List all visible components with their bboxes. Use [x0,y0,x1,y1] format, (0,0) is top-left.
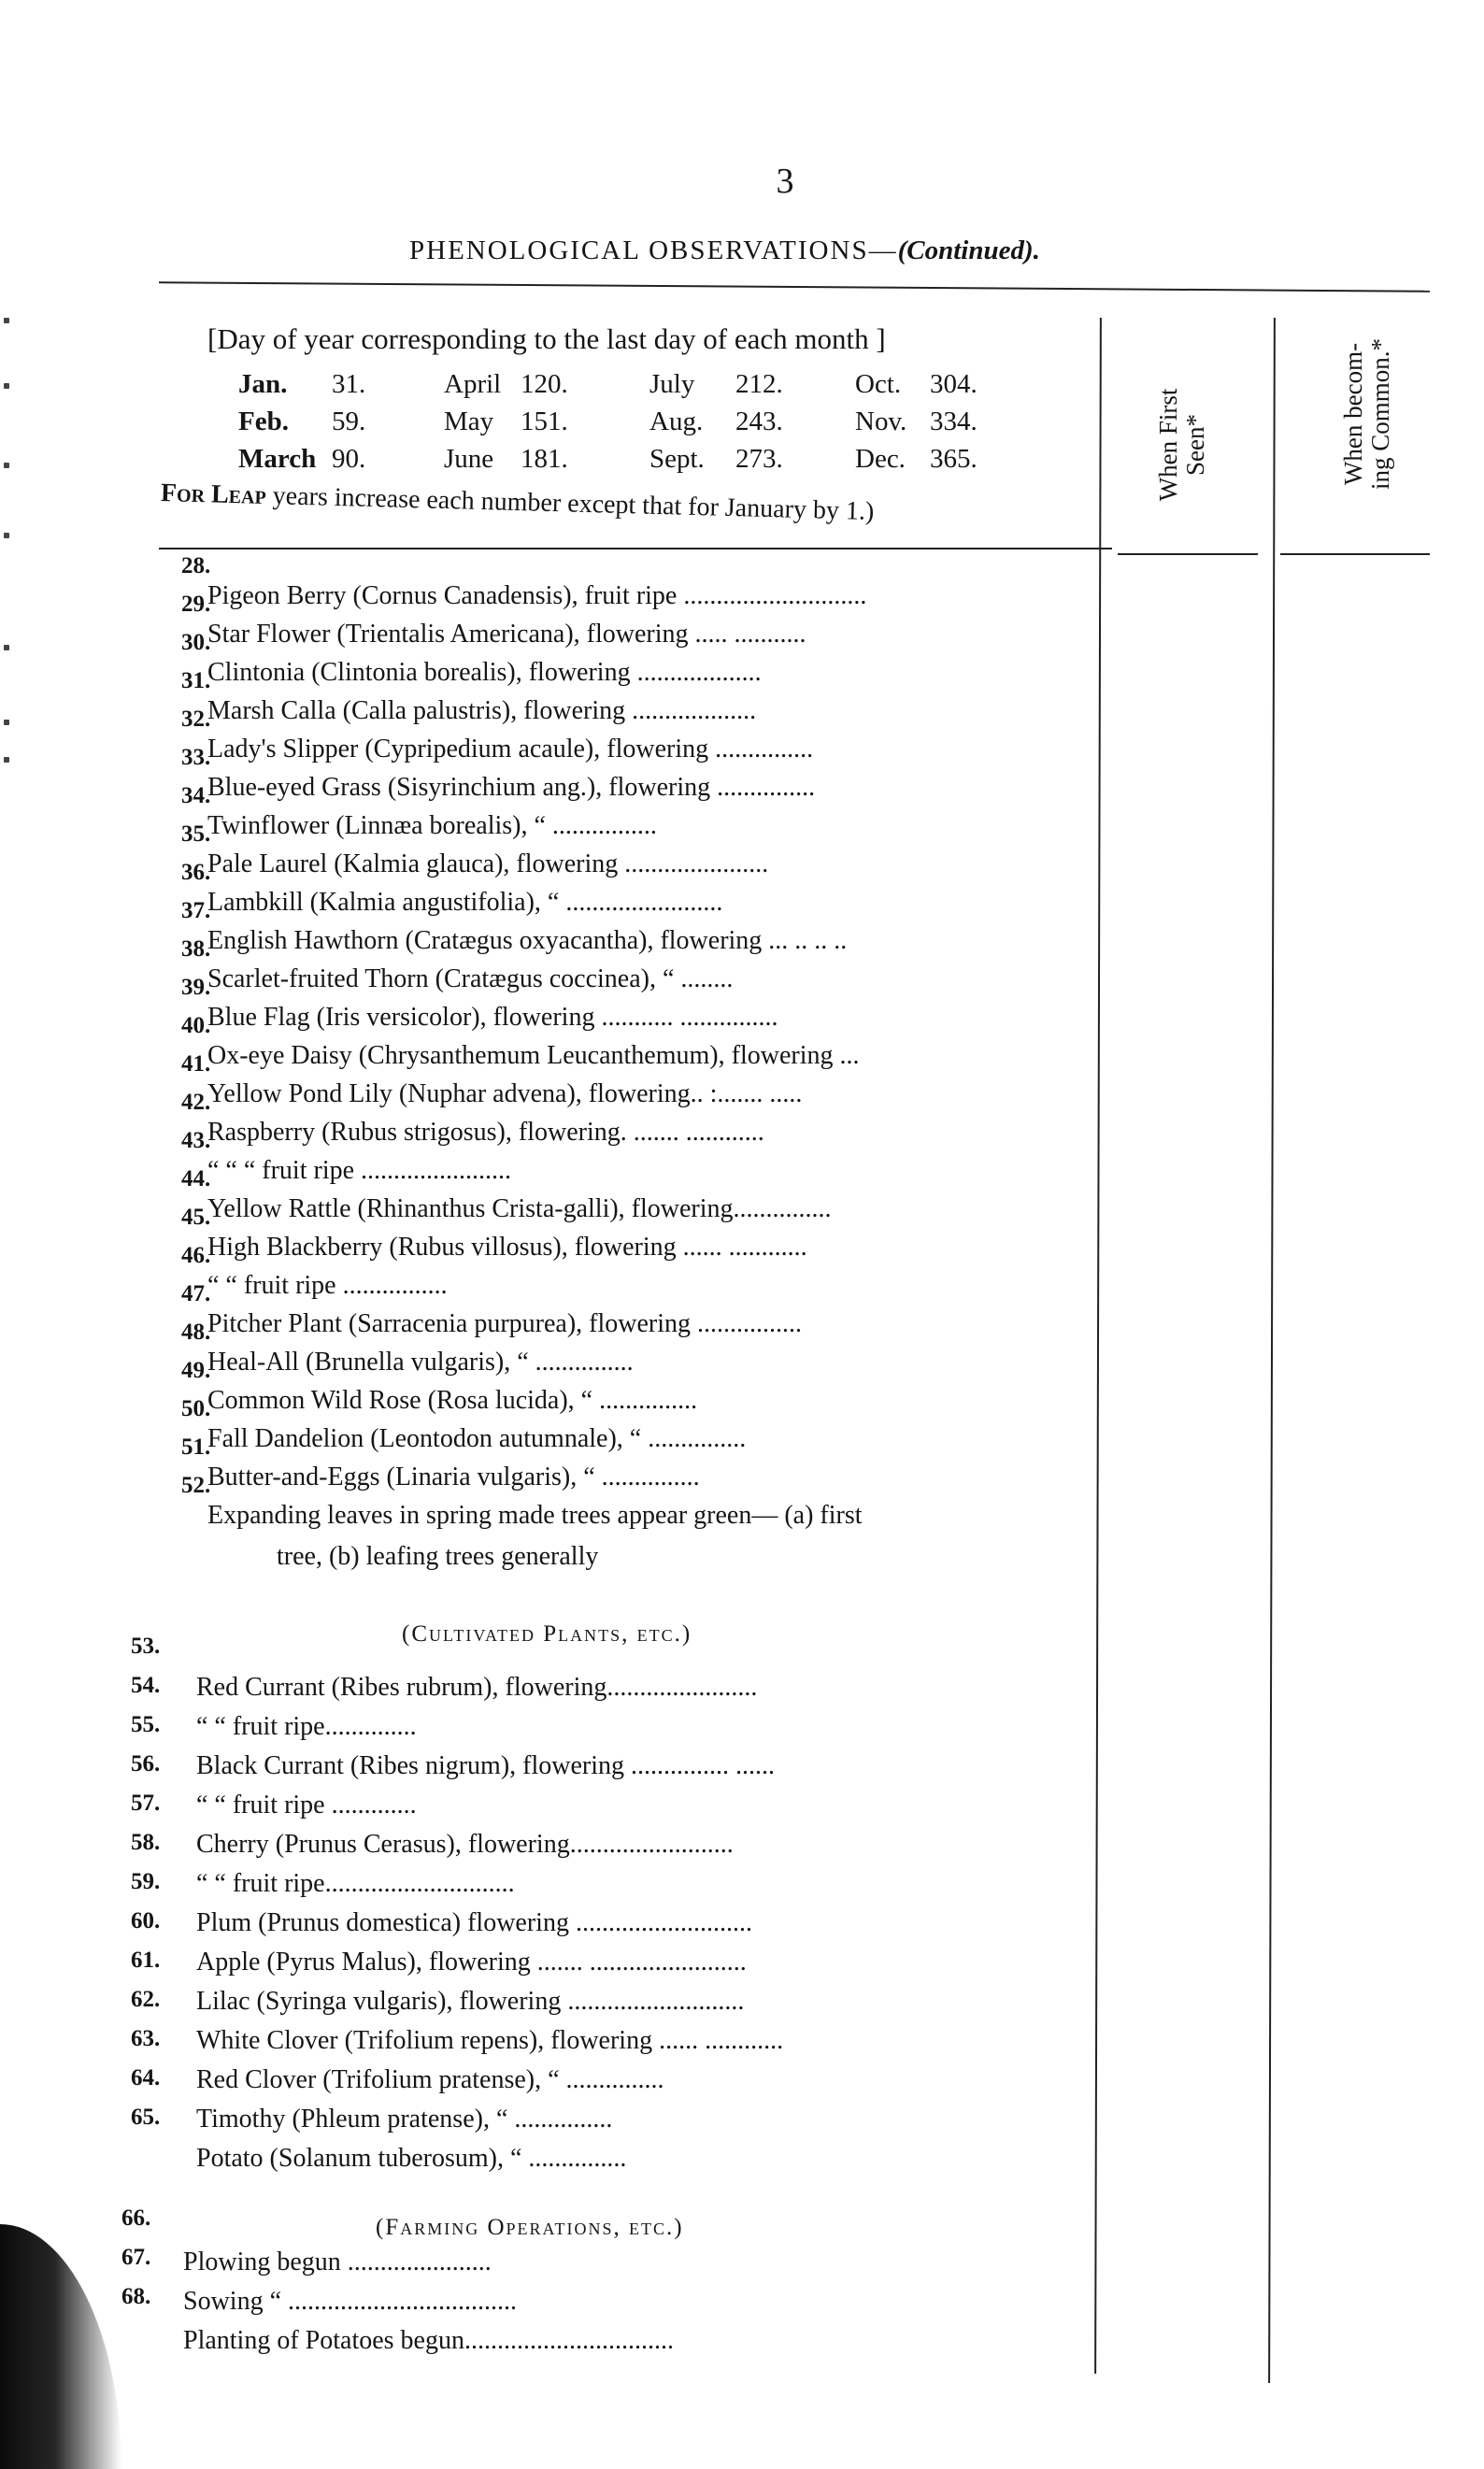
calendar-month: Oct. [855,369,902,399]
entry-number: 59. [131,1869,161,1894]
entry-number: 29. [181,592,211,617]
entry-text: Raspberry (Rubus strigosus), flowering. ....... ............ [207,1118,764,1147]
column-header-common-line1: When becom- [1339,342,1367,486]
calendar-note: [Day of year corresponding to the last day of each month ] [207,322,886,355]
entry-number: 33. [181,745,211,770]
entry-number: 55. [131,1712,161,1737]
margin-mark [4,645,9,650]
entry-number: 58. [131,1830,161,1855]
calendar-grid [238,369,1042,481]
entry-text: Common Wild Rose (Rosa lucida), “ ............... [207,1386,698,1415]
entry-text: Red Currant (Ribes rubrum), flowering....................... [196,1673,758,1702]
calendar-day: 243. [735,407,783,436]
calendar-month: Nov. [855,407,907,436]
entry-text: Pale Laurel (Kalmia glauca), flowering ...................... [207,849,769,878]
entry-number: 56. [131,1751,161,1777]
entry-number: 36. [181,860,211,885]
entry-text: Pitcher Plant (Sarracenia purpurea), flowering ................ [207,1309,803,1338]
calendar-month: May [444,407,494,436]
entry-number: 38. [181,936,211,962]
entry-text: Sowing “ ................................... [183,2287,517,2316]
entry-text: Twinflower (Linnæa borealis), “ ................ [207,811,657,840]
entry-text: Butter-and-Eggs (Linaria vulgaris), “ ............... [207,1463,700,1491]
page-title-continued: (Continued). [897,235,1040,265]
column-divider-middle [1268,318,1276,2383]
calendar-month: June [444,444,494,474]
entry-text: Clintonia (Clintonia borealis), flowering ................... [207,658,762,687]
calendar-month: July [649,369,695,399]
entry-text: Apple (Pyrus Malus), flowering ....... ........................ [196,1948,747,1977]
entry-text: Pigeon Berry (Cornus Canadensis), fruit ripe ............................ [207,581,867,610]
entry-number: 28. [181,553,211,578]
margin-mark [4,720,9,725]
entry-text: “ “ fruit ripe ................ [207,1271,448,1300]
entry-number: 32. [181,706,211,732]
entry-number: 34. [181,783,211,808]
entry-number: 63. [131,2026,161,2051]
calendar-month: Dec. [855,444,906,474]
entry-number: 47. [181,1281,211,1306]
entry-number: 40. [181,1013,211,1038]
entry-number: 67. [121,2245,151,2270]
entry-text: Ox-eye Daisy (Chrysanthemum Leucanthemum), flowering ... [207,1041,860,1070]
calendar-rule-bottom [159,548,1112,549]
entry-number: 39. [181,975,211,1000]
margin-mark [4,533,9,538]
calendar-day: 181. [521,444,568,474]
entry-number: 54. [131,1673,161,1698]
calendar-day: 304. [930,369,977,399]
entry-number: 68. [121,2284,151,2309]
page-title-main: PHENOLOGICAL OBSERVATIONS— [409,235,898,265]
entry-text: Lady's Slipper (Cypripedium acaule), flowering ............... [207,735,814,764]
entry-number: 37. [181,898,211,923]
entry-text: Planting of Potatoes begun................................ [183,2326,674,2355]
calendar-month: April [444,369,502,399]
entry-text-continuation: tree, (b) leafing trees generally [277,1542,599,1571]
entry-number: 43. [181,1128,211,1153]
entry-text: Lambkill (Kalmia angustifolia), “ ........................ [207,888,723,917]
column-header-common-line2: ing Common.* [1366,338,1394,491]
entry-number: 51. [181,1434,211,1460]
calendar-day: 365. [930,444,977,474]
entry-number: 64. [131,2065,161,2091]
entry-text: Lilac (Syringa vulgaris), flowering ........................... [196,1987,745,2016]
column-header-first-seen-line1: When First [1154,388,1182,502]
entry-text: Scarlet-fruited Thorn (Cratægus coccinea), “ ........ [207,964,734,993]
entry-number: 66. [121,2205,151,2231]
entry-text: Yellow Rattle (Rhinanthus Crista-galli), flowering............... [207,1194,832,1223]
entry-text: Blue Flag (Iris versicolor), flowering ........... ............... [207,1003,778,1032]
entry-text: “ “ fruit ripe............................. [196,1869,515,1898]
entry-number: 60. [131,1908,161,1934]
calendar-month: Aug. [649,407,704,436]
entry-number: 61. [131,1948,161,1973]
column-header-first-seen-line2: Seen* [1181,414,1209,476]
margin-mark [4,463,9,468]
entry-text: Plum (Prunus domestica) flowering ........................... [196,1908,752,1937]
calendar-month: Feb. [238,407,289,436]
entry-number: 48. [181,1320,211,1345]
column-header-first-seen [1155,356,1213,534]
entry-number: 31. [181,668,211,693]
page-title [409,235,1040,266]
entry-number: 53. [131,1634,161,1659]
entry-number: 41. [181,1051,211,1077]
leap-year-text: years increase each number except that for January by 1.) [272,481,875,526]
section-heading-farming: (Farming Operations, etc.) [376,2215,684,2240]
column-header-common [1340,302,1398,526]
entry-number: 50. [181,1396,211,1421]
calendar-row [238,407,1042,444]
entry-number: 30. [181,630,211,655]
calendar-day: 273. [735,444,783,474]
calendar-row [238,444,1042,481]
entry-text: English Hawthorn (Cratægus oxyacantha), flowering ... .. .. .. [207,926,848,955]
entry-number: 44. [181,1166,211,1192]
calendar-day: 120. [521,369,568,399]
entry-text: Cherry (Prunus Cerasus), flowering......................... [196,1830,734,1859]
margin-mark [4,757,9,763]
header-rule-top [159,281,1430,292]
calendar-row [238,369,1042,407]
entry-text: Timothy (Phleum pratense), “ ............... [196,2105,613,2134]
entry-text: Potato (Solanum tuberosum), “ ............... [196,2144,627,2173]
entry-text: Blue-eyed Grass (Sisyrinchium ang.), flowering ............... [207,773,816,802]
page-number: 3 [776,162,794,201]
entry-text: Heal-All (Brunella vulgaris), “ ............... [207,1348,634,1377]
entry-number: 57. [131,1791,161,1816]
entry-text: “ “ fruit ripe.............. [196,1712,417,1741]
calendar-day: 151. [521,407,568,436]
margin-mark [4,318,9,323]
entry-number: 42. [181,1090,211,1115]
calendar-day: 90. [332,444,366,474]
calendar-day: 31. [332,369,366,399]
section-heading-cultivated: (Cultivated Plants, etc.) [402,1621,692,1647]
entry-text: Black Currant (Ribes nigrum), flowering ............... ...... [196,1751,776,1780]
calendar-month: Jan. [238,369,288,399]
entry-text: White Clover (Trifolium repens), flowering ...... ............ [196,2026,784,2055]
margin-mark [4,383,9,389]
entry-text: Marsh Calla (Calla palustris), flowering ................... [207,696,757,725]
calendar-day: 334. [930,407,977,436]
entry-text: Plowing begun ...................... [183,2248,492,2276]
calendar-day: 212. [735,369,783,399]
calendar-day: 59. [332,407,366,436]
entry-number: 35. [181,821,211,847]
column-divider-left [1094,318,1102,2374]
entry-number: 49. [181,1358,211,1383]
entry-text: High Blackberry (Rubus villosus), flowering ...... ............ [207,1233,807,1262]
entry-text: Fall Dandelion (Leontodon autumnale), “ ............... [207,1424,747,1453]
entry-text: Expanding leaves in spring made trees appear green— (a) first [207,1501,863,1530]
entry-text: “ “ “ fruit ripe ....................... [207,1156,512,1185]
calendar-month: Sept. [649,444,705,474]
calendar-month: March [238,444,317,474]
entry-number: 52. [181,1473,211,1498]
entry-text: “ “ fruit ripe ............. [196,1791,417,1820]
first-seen-rule-bottom [1118,553,1258,555]
entry-number: 46. [181,1243,211,1268]
entry-text: Red Clover (Trifolium pratense), “ ............... [196,2065,664,2094]
binding-shadow [0,2224,121,2469]
entry-number: 45. [181,1205,211,1230]
entry-number: 65. [131,2105,161,2130]
leap-year-note [161,478,875,527]
entry-number: 62. [131,1987,161,2012]
common-rule-bottom [1280,553,1430,555]
entry-text: Yellow Pond Lily (Nuphar advena), flowering.. :....... ..... [207,1079,803,1108]
entry-text: Star Flower (Trientalis Americana), flowering ..... ........... [207,620,806,649]
leap-year-prefix: For Leap [160,478,267,510]
